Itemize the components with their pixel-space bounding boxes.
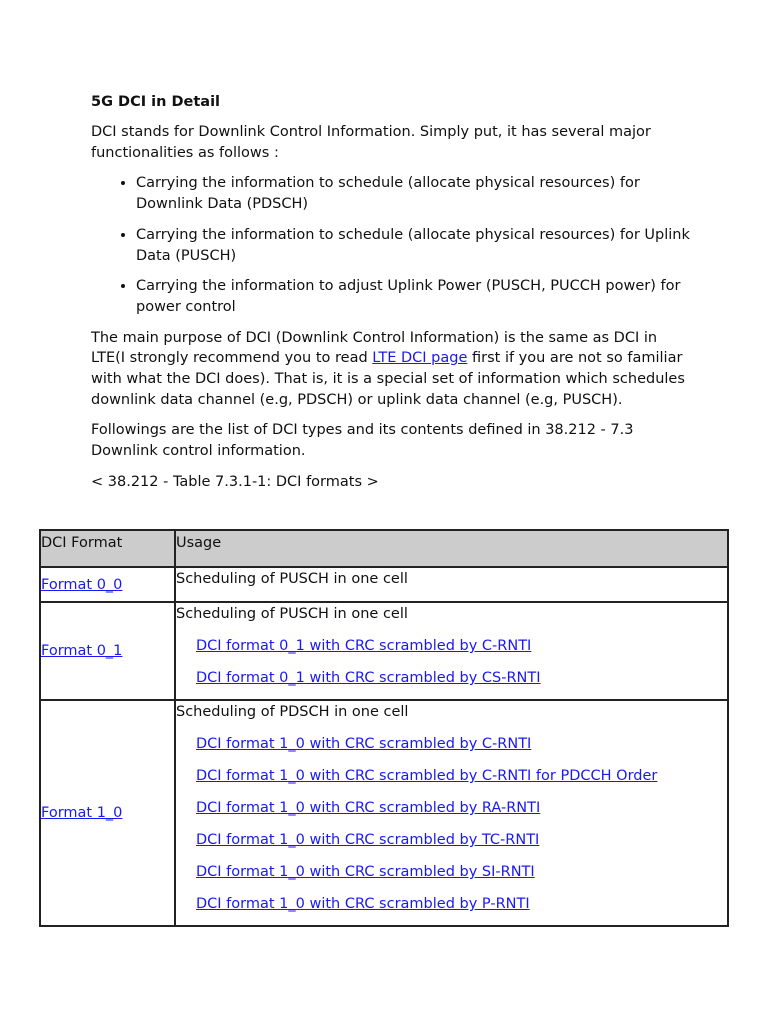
format-0-0-link[interactable]: Format 0_0 <box>41 576 123 593</box>
list-item: • Carrying the information to schedule (allocate physical resources) for Uplink Data (PUSCH) <box>136 225 691 266</box>
usage-cell <box>176 701 727 925</box>
article-content <box>91 92 691 503</box>
dci-sub-link[interactable]: DCI format 0_1 with CRC scrambled by CS-RNTI <box>196 670 541 686</box>
table-row <box>41 701 727 925</box>
format-cell <box>41 701 176 925</box>
dci-sub-link[interactable]: DCI format 1_0 with CRC scrambled by RA-RNTI <box>196 800 541 816</box>
dci-sub-link[interactable]: DCI format 1_0 with CRC scrambled by TC-RNTI <box>196 832 540 848</box>
list-item: • Carrying the information to schedule (allocate physical resources) for Downlink Data (PDSCH) <box>136 173 691 214</box>
intro-paragraph: DCI stands for Downlink Control Information. Simply put, it has several major functionalities as follows : <box>91 124 651 161</box>
dci-sub-link[interactable]: DCI format 0_1 with CRC scrambled by C-RNTI <box>196 638 532 654</box>
usage-cell <box>176 603 727 701</box>
list-item: • Carrying the information to adjust Uplink Power (PUSCH, PUCCH power) for power control <box>136 276 691 317</box>
purpose-text-before: The main purpose of DCI (Downlink Control Information) is the same as DCI in LTE(I strongly recommend you to read <box>91 329 658 367</box>
usage-text: Scheduling of PDSCH in one cell <box>176 704 409 720</box>
usage-text: Scheduling of PUSCH in one cell <box>176 571 408 587</box>
format-cell <box>41 603 176 701</box>
header-usage: Usage <box>176 531 727 568</box>
table-row <box>41 568 727 603</box>
table-row <box>41 603 727 701</box>
lte-dci-page-link[interactable]: LTE DCI page <box>372 350 468 367</box>
functionality-list <box>91 173 691 317</box>
format-cell <box>41 568 176 603</box>
dci-sub-link[interactable]: DCI format 1_0 with CRC scrambled by SI-RNTI <box>196 864 535 880</box>
purpose-paragraph <box>91 328 691 411</box>
usage-cell <box>176 568 727 603</box>
header-dci-format: DCI Format <box>41 531 176 568</box>
format-0-1-link[interactable]: Format 0_1 <box>41 643 123 659</box>
dci-sub-link[interactable]: DCI format 1_0 with CRC scrambled by C-RNTI <box>196 736 532 752</box>
dci-formats-table <box>39 529 729 927</box>
table-header-row <box>41 531 727 568</box>
dci-sub-link[interactable]: DCI format 1_0 with CRC scrambled by P-RNTI <box>196 896 530 912</box>
format-1-0-link[interactable]: Format 1_0 <box>41 805 123 821</box>
purpose-text-after: first if you are not so familiar with what the DCI does). That is, it is a special set of information which schedules downlink data channel (e.g, PDSCH) or uplink data channel (e.g, PUSCH). <box>91 350 685 408</box>
page-title: 5G DCI in Detail <box>91 94 221 110</box>
table-caption: < 38.212 - Table 7.3.1-1: DCI formats > <box>91 473 379 490</box>
dci-formats-table-wrapper <box>39 529 729 927</box>
dci-sub-link[interactable]: DCI format 1_0 with CRC scrambled by C-RNTI for PDCCH Order <box>196 768 658 784</box>
followings-paragraph: Followings are the list of DCI types and its contents defined in 38.212 - 7.3 Downlink control information. <box>91 422 634 460</box>
usage-text: Scheduling of PUSCH in one cell <box>176 606 408 622</box>
